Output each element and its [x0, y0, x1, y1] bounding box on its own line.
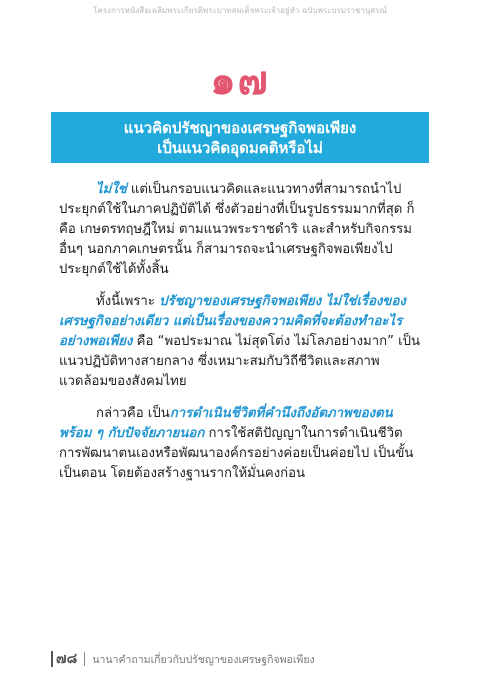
emphasis-answer-no: ไม่ใช่ [96, 182, 127, 197]
footer-divider [84, 652, 85, 666]
chapter-number: ๑๗ [210, 57, 270, 104]
page-footer [51, 650, 315, 668]
header-note: โครงการหนังสือเฉลิมพระเกียรติพระบาทสมเด็จพระเจ้าอยู่หัว ฉบับพระบรมราชานุสรณ์ [93, 6, 387, 15]
paragraph-text: แต่เป็นกรอบแนวคิดและแนวทางที่สามารถนำไปประยุกต์ใช้ในภาคปฏิบัติได้ ซึ่งตัวอย่างที่เป็นรูปธรรมมากที่สุด ก็คือ เกษตรทฤษฎีใหม่ ตามแนวพระราชดำริ และสำหรับกิจกรรมอื่นๆ นอกภาคเกษตรนั้น ก็สามารถจะนำเศรษฐกิจพอเพียงไปประยุกต์ใช้ได้ทั้งสิ้น [59, 182, 415, 277]
paragraph-1 [59, 180, 425, 280]
emphasis-way-of-life: การดำเนินชีวิตที่คำนึงถึงอัตภาพของตนพร้อม ๆ กับปัจจัยภายนอก [59, 406, 393, 441]
paragraph-2 [59, 292, 425, 392]
paragraph-text: ทั้งนี้เพราะ [96, 294, 160, 309]
chapter-title-line-1: แนวคิดปรัชญาของเศรษฐกิจพอเพียง [123, 118, 357, 137]
paragraph-3 [59, 404, 425, 484]
chapter-title-line-2: เป็นแนวคิดอุดมคติหรือไม่ [157, 138, 323, 157]
body-text [59, 180, 425, 496]
paragraph-text: กล่าวคือ เป็น [96, 406, 170, 421]
emphasis-sufficiency-philosophy: ปรัชญาของเศรษฐกิจพอเพียง ไม่ใช่เรื่องของเศรษฐกิจอย่างเดียว แต่เป็นเรื่องของความคิดที่จะต้องทำอะไรอย่างพอเพียง [59, 294, 406, 349]
paragraph-text: การใช้สติปัญญาในการดำเนินชีวิต การพัฒนาตนเองหรือพัฒนาองค์กรอย่างค่อยเป็นค่อยไป เป็นขั้นเป็นตอน โดยต้องสร้างฐานรากให้มั่นคงก่อน [59, 426, 414, 481]
paragraph-text: คือ “พอประมาณ ไม่สุดโต่ง ไม่โลภอย่างมาก” เป็นแนวปฏิบัติทางสายกลาง ซึ่งเหมาะสมกับวิถีชีวิตและสภาพแวดล้อมของสังคมไทย [59, 334, 421, 389]
footer-book-title: นานาคำถามเกี่ยวกับปรัชญาของเศรษฐกิจพอเพียง [92, 653, 315, 666]
page-number: ๗๘ [51, 651, 77, 667]
chapter-title-band [51, 112, 429, 163]
